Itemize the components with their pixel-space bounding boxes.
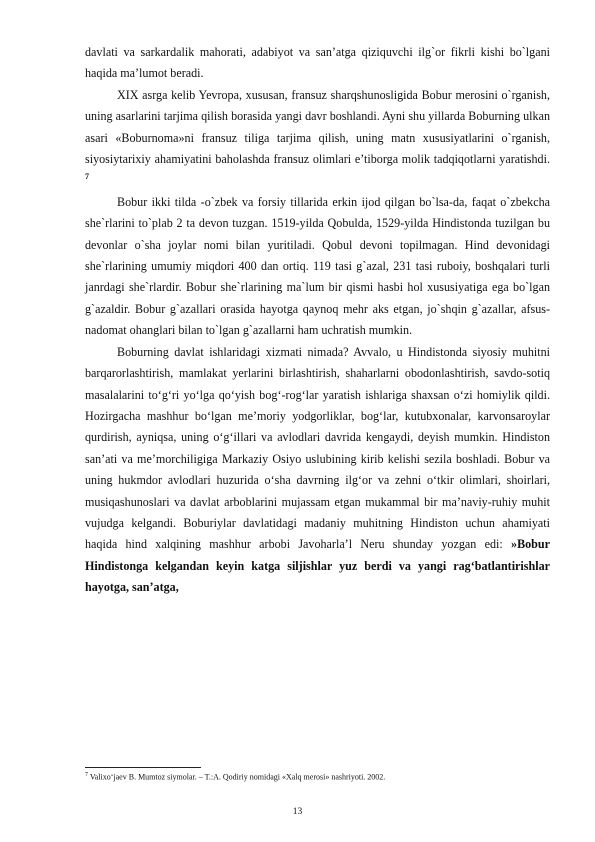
paragraph-text: XIX asrga kelib Yevropa, xususan, fransuz sharqshunosligida Bobur merosini o`rganish, uning asarlarini tarjima qilish borasida yangi davr boshlandi. Ayni shu yillarda Boburning ulkan asari «Boburnoma»ni fransuz tiliga tarjima qilish, uning matn xususiyatlarini o`rganish, siyosiytarixiy ahamiyatini baholashda fransuz olimlari e’tiborga molik tadqiqotlarni yaratishdi. (85, 87, 550, 167)
main-text (85, 42, 550, 599)
footnote-divider (85, 767, 201, 768)
footnote-reference[interactable]: 7 (85, 172, 89, 182)
page-number: 13 (292, 807, 303, 817)
footnote-number: 7 (85, 772, 88, 778)
paragraph-state-service (85, 342, 550, 599)
paragraph-divans: Bobur ikki tilda -o`zbek va forsiy tillarida erkin ijod qilgan bo`lsa-da, faqat o`zbekcha she`rlarini to`plab 2 ta devon tuzgan. 1519-yilda Qobulda, 1529-yilda Hindistonda tuzilgan bu devonlar o`sha joylar nomi bilan yuritiladi. Qobul devoni topilmagan. Hind devonidagi she`rlarining umumiy miqdori 400 dan ortiq. 119 tasi g`azal, 231 tasi ruboiy, boshqalari turli janrdagi she`rlardir. Bobur she`rlarining ma`lum bir qismi hasbi hol xususiyatiga ega bo`lgan g`azaldir. Bobur g`azallari orasida hayotga qaynoq mehr aks etgan, jo`shqin g`azallar, afsus-nadomat ohanglari bilan to`lgan g`azallarni ham uchratish mumkin. (85, 194, 550, 338)
footnote-text: Valixo‘jaev B. Mumtoz siymolar. – T.:A. Qodiriy nomidagi «Xalq merosi» nashriyoti. 2002. (89, 772, 386, 782)
footnote (85, 770, 550, 783)
bold-quote: »Bobur Hindistonga kelgandan keyin katga siljishlar yuz berdi va yangi rag‘batlantirishlar hayotga, san’atga, (85, 537, 550, 595)
paragraph-french-orientalism (85, 85, 550, 192)
paragraph-text: Boburning davlat ishlaridagi xizmati nimada? Avvalo, u Hindistonda siyosiy muhitni barqarorlashtirish, mamlakat yerlarini birlashtirish, shaharlarni obodonlashtirish, savdo-sotiq masalalarini to‘g‘ri yo‘lga qo‘yish bog‘-rog‘lar yaratish ishlariga shaxsan o‘zi homiylik qildi. Hozirgacha mashhur bo‘lgan me’moriy yodgorliklar, bog‘lar, kutubxonalar, karvonsaroylar qurdirish, ayniqsa, uning o‘g‘illari va avlodlari davrida kengaydi, deyish mumkin. Hindiston san’ati va me’morchiligiga Markaziy Osiyo uslubining kirib kelishi sezila boshladi. Bobur va uning hukmdor avlodlari huzurida o‘sha davrning ilg‘or va zehni o‘tkir olimlari, shoirlari, musiqashunoslari va davlat arboblarini mujassam etgan mukammal bir ma’naviy-ruhiy muhit vujudga kelgandi. Boburiylar davlatidagi madaniy muhitning Hindiston uchun ahamiyati haqida hind xalqining mashhur arbobi Javoharla’l Neru shunday yozgan edi: (85, 344, 550, 552)
paragraph-continuation: davlati va sarkardalik mahorati, adabiyot va san’atga qiziquvchi ilg`or fikrli kishi bo`lgani haqida ma’lumot beradi. (85, 45, 550, 81)
